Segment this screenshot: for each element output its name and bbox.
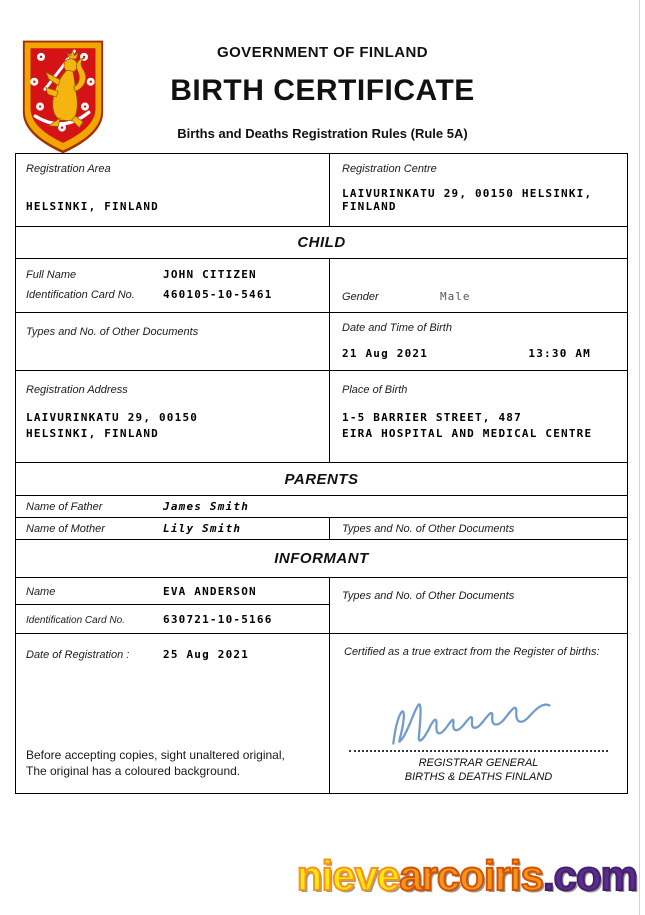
date-of-registration-label: Date of Registration : bbox=[26, 649, 130, 661]
copy-notice bbox=[26, 747, 319, 779]
gender-label: Gender bbox=[342, 291, 379, 303]
informant-row bbox=[16, 577, 627, 633]
father-row bbox=[16, 495, 627, 517]
certificate-table bbox=[15, 153, 628, 794]
informant-id-value: 630721-10-5166 bbox=[163, 612, 273, 626]
father-cell bbox=[16, 496, 627, 517]
mother-row bbox=[16, 517, 627, 539]
registration-address-cell bbox=[16, 371, 330, 462]
registration-address-line1: LAIVURINKATU 29, 00150 bbox=[26, 411, 199, 424]
father-label: Name of Father bbox=[26, 501, 103, 513]
births-deaths-finland-line: BIRTHS & DEATHS FINLAND bbox=[404, 771, 553, 783]
informant-left-cells bbox=[16, 578, 330, 633]
watermark bbox=[297, 852, 637, 900]
watermark-part3: .com bbox=[542, 852, 637, 899]
certification-row bbox=[16, 633, 627, 793]
gender-value: Male bbox=[440, 290, 471, 303]
registration-area-cell bbox=[16, 154, 330, 226]
registrar-signature bbox=[374, 686, 584, 748]
informant-other-docs-label: Types and No. of Other Documents bbox=[342, 590, 515, 602]
registration-centre-cell bbox=[330, 154, 627, 226]
place-of-birth-label: Place of Birth bbox=[342, 384, 408, 396]
registration-centre-label: Registration Centre bbox=[342, 163, 437, 175]
child-name-row bbox=[16, 258, 627, 312]
copy-notice-line2: The original has a coloured background. bbox=[26, 764, 241, 778]
watermark-part2: arcoiris bbox=[399, 852, 543, 899]
registration-address-line2: HELSINKI, FINLAND bbox=[26, 427, 159, 440]
dob-label: Date and Time of Birth bbox=[342, 322, 452, 334]
child-docs-dob-row bbox=[16, 312, 627, 370]
informant-other-docs-cell bbox=[330, 578, 627, 633]
dob-date-value: 21 Aug 2021 bbox=[342, 347, 429, 360]
informant-id-label: Identification Card No. bbox=[26, 614, 125, 626]
registration-area-label: Registration Area bbox=[26, 163, 111, 175]
signature-dotted-line bbox=[349, 750, 607, 752]
dob-cell bbox=[330, 313, 627, 370]
child-id-value: 460105-10-5461 bbox=[163, 288, 273, 301]
registrar-general-line: REGISTRAR GENERAL bbox=[418, 757, 539, 769]
certified-extract-cell bbox=[330, 634, 627, 793]
mother-cell bbox=[16, 518, 330, 539]
page-title: BIRTH CERTIFICATE bbox=[170, 74, 475, 107]
government-heading: GOVERNMENT OF FINLAND bbox=[217, 44, 428, 61]
mother-label: Name of Mother bbox=[26, 523, 105, 535]
parents-other-docs-cell bbox=[330, 518, 627, 539]
mother-name-value: Lily Smith bbox=[163, 522, 242, 535]
child-other-docs-label: Types and No. of Other Documents bbox=[26, 326, 199, 338]
registration-centre-value: LAIVURINKATU 29, 00150 HELSINKI, FINLAND bbox=[342, 187, 593, 213]
child-name-cell bbox=[16, 259, 330, 312]
parents-other-docs-label: Types and No. of Other Documents bbox=[342, 522, 515, 535]
section-header-child: CHILD bbox=[16, 226, 627, 258]
registration-area-value: HELSINKI, FINLAND bbox=[26, 200, 159, 213]
registration-row bbox=[16, 154, 627, 226]
dob-time-value: 13:30 AM bbox=[528, 347, 591, 360]
father-name-value: James Smith bbox=[163, 500, 250, 513]
section-header-parents: PARENTS bbox=[16, 462, 627, 495]
informant-name-value: EVA ANDERSON bbox=[163, 584, 257, 598]
child-other-docs-cell bbox=[16, 313, 330, 370]
copy-notice-line1: Before accepting copies, sight unaltered original, bbox=[26, 748, 285, 762]
place-of-birth-line1: 1-5 BARRIER STREET, 487 bbox=[342, 411, 522, 424]
informant-name-label: Name bbox=[26, 585, 56, 598]
full-name-value: JOHN CITIZEN bbox=[163, 268, 257, 281]
gender-cell bbox=[330, 259, 627, 312]
registration-address-label: Registration Address bbox=[26, 384, 128, 396]
full-name-label: Full Name bbox=[26, 269, 77, 281]
date-of-registration-cell bbox=[16, 634, 330, 793]
informant-name-cell bbox=[16, 578, 329, 605]
certified-label: Certified as a true extract from the Register of births: bbox=[344, 646, 600, 658]
address-birthplace-row bbox=[16, 370, 627, 462]
place-of-birth-line2: EIRA HOSPITAL AND MEDICAL CENTRE bbox=[342, 427, 593, 440]
rules-subtitle: Births and Deaths Registration Rules (Rule 5A) bbox=[177, 126, 468, 141]
informant-id-cell bbox=[16, 605, 329, 633]
place-of-birth-cell bbox=[330, 371, 627, 462]
section-header-informant: INFORMANT bbox=[16, 539, 627, 577]
watermark-part1: nieve bbox=[296, 852, 400, 899]
child-id-label: Identification Card No. bbox=[26, 289, 135, 301]
date-of-registration-value: 25 Aug 2021 bbox=[163, 648, 250, 661]
